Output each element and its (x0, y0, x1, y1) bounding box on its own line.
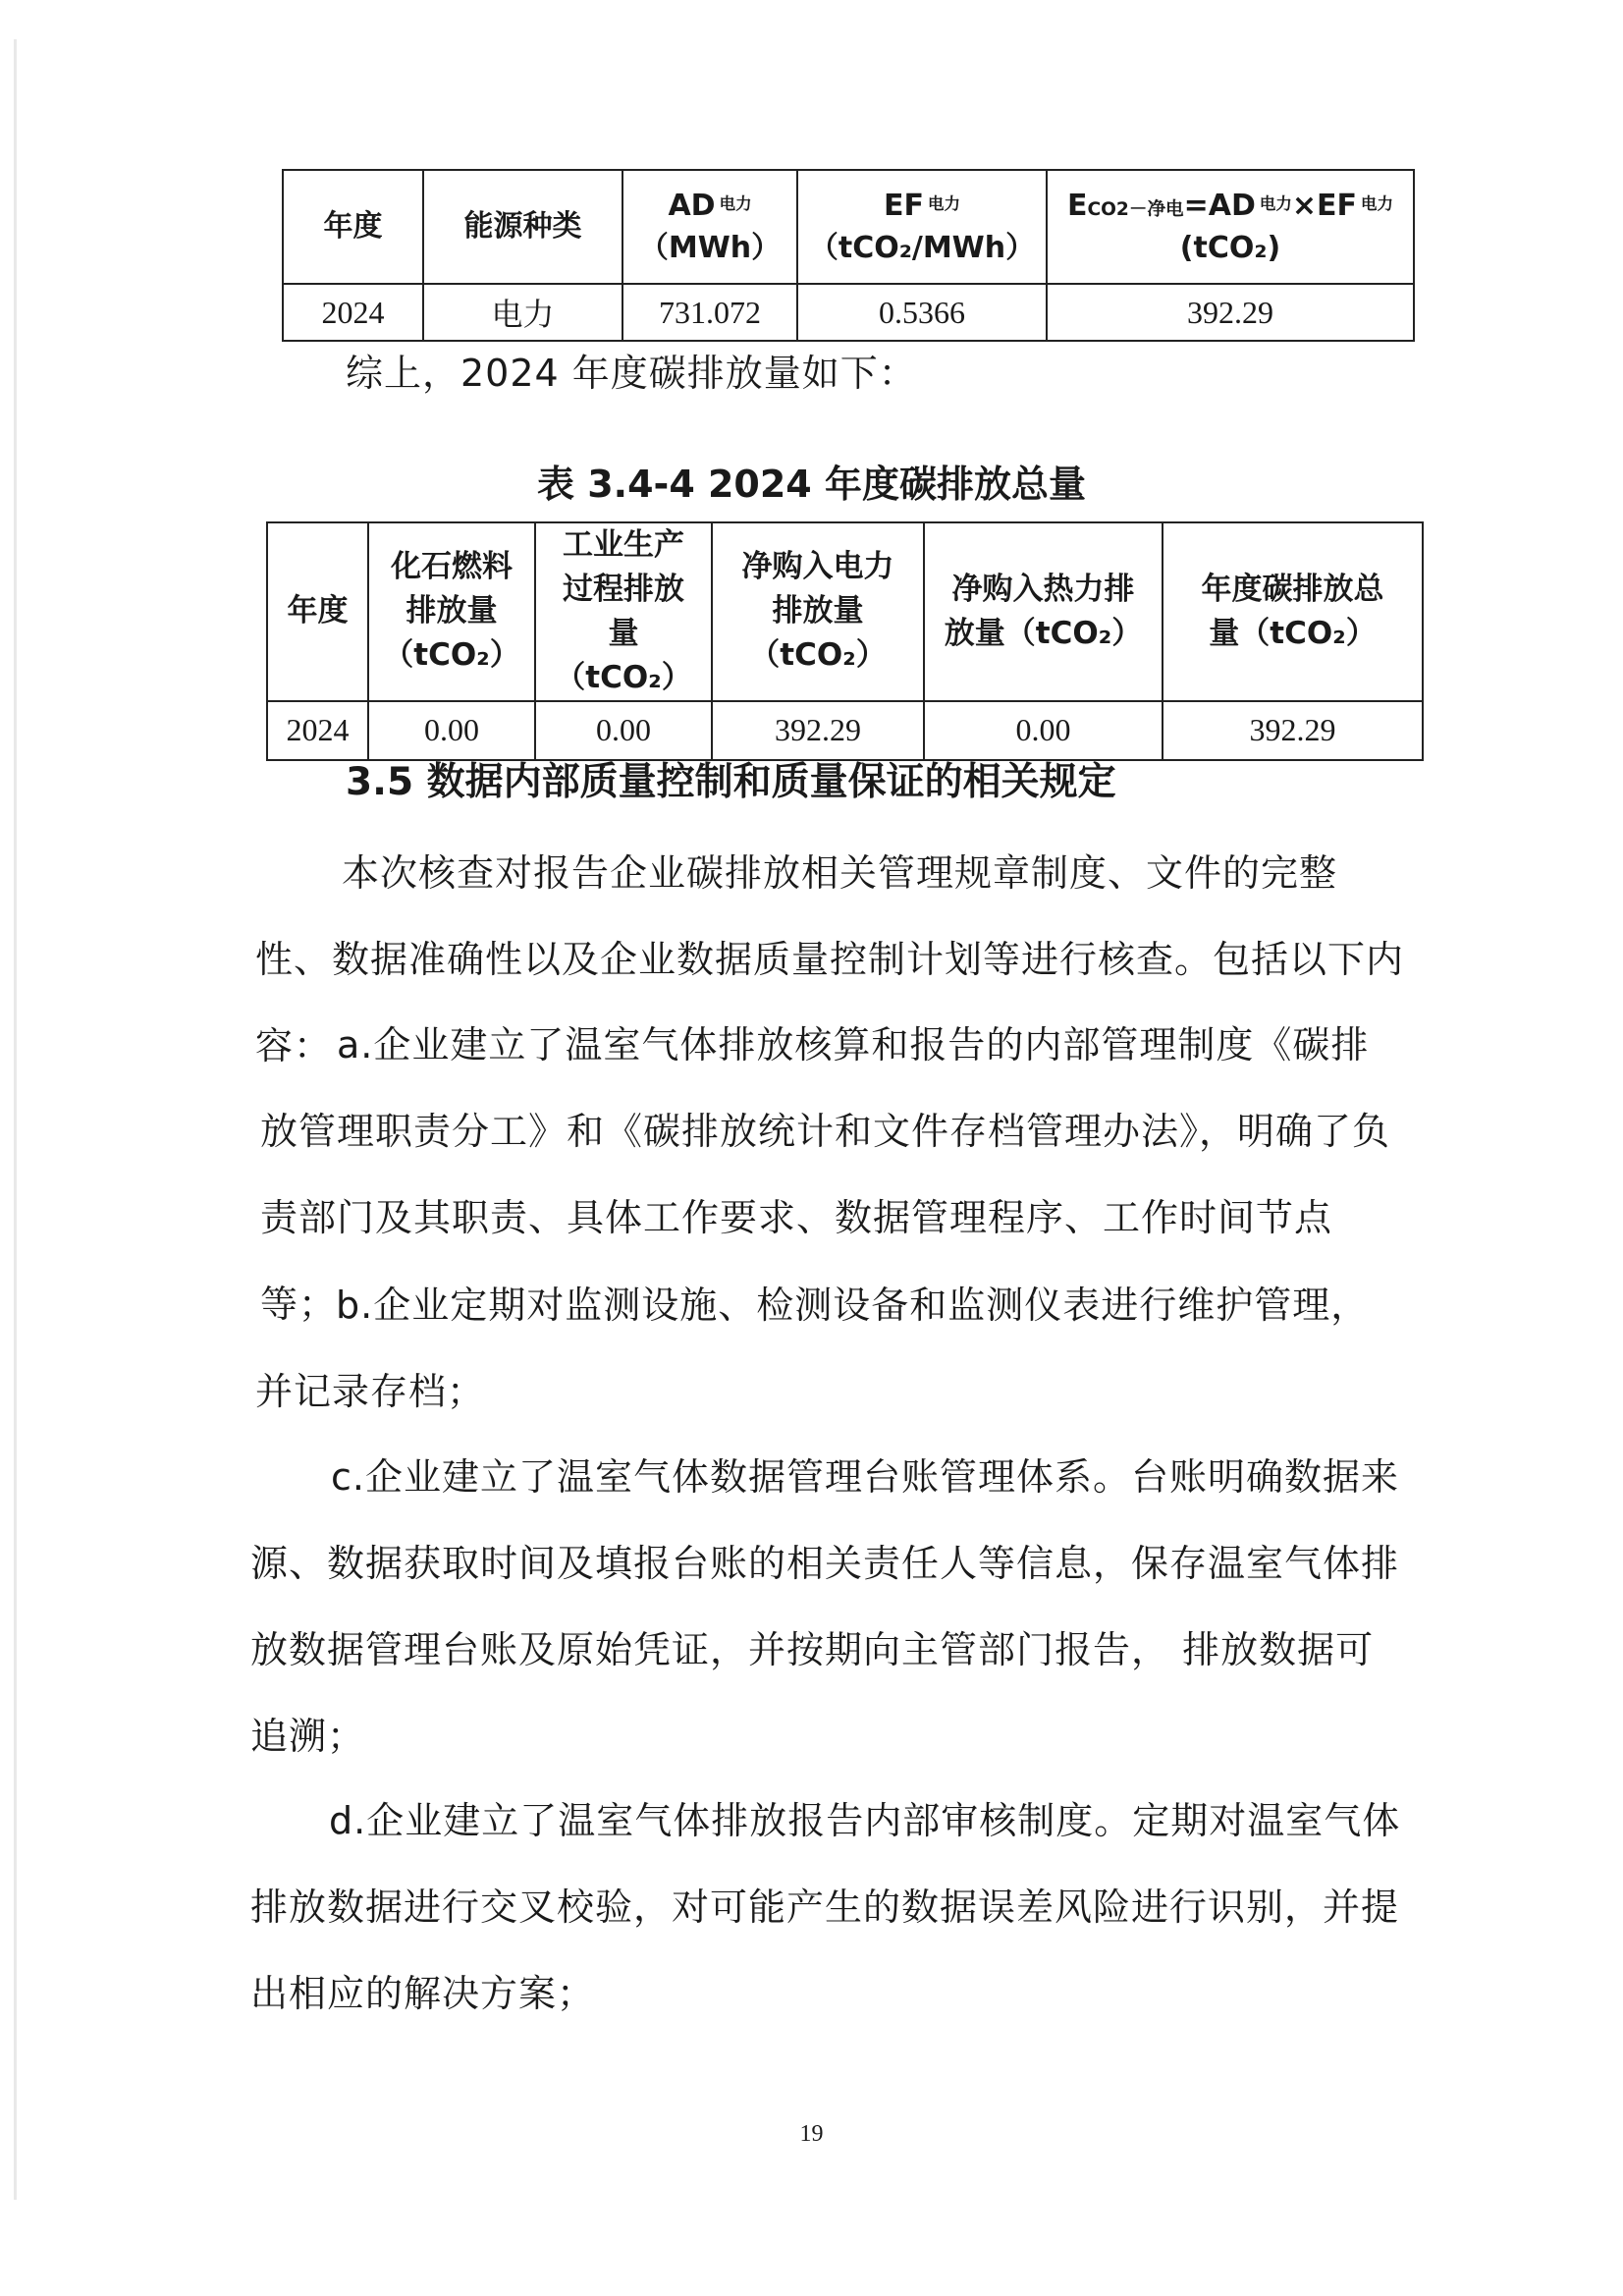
cell-industrial: 0.00 (535, 701, 712, 760)
cell-fossil: 0.00 (368, 701, 535, 760)
formula-ef-sub: 电力 (1361, 193, 1394, 213)
header-ef (797, 170, 1047, 284)
item-c-paragraph: c.企业建立了温室气体数据管理台账管理体系。台账明确数据来源、数据获取时间及填报台账的相关责任人等信息，保存温室气体排放数据管理台账及原始凭证，并按期向主管部门报告， 排放数据可追溯； (250, 1455, 1400, 1758)
item-b-paragraph: b.企业定期对监测设施、检测设备和监测仪表进行维护管理，并记录存档； (255, 1284, 1370, 1413)
header-industrial: 工业生产过程排放量（tCO₂） (535, 522, 712, 701)
formula-eq-ad: =AD (1183, 188, 1256, 223)
formula-e: E (1066, 188, 1088, 223)
table-header-row (267, 522, 1423, 701)
cell-electricity: 392.29 (712, 701, 924, 760)
cell-emission: 392.29 (1047, 284, 1414, 341)
cell-year: 2024 (283, 284, 423, 341)
cell-ad: 731.072 (622, 284, 797, 341)
header-ef-unit: （tCO₂/MWh） (808, 231, 1036, 265)
header-electricity: 净购入电力排放量（tCO₂） (712, 522, 924, 701)
header-fossil: 化石燃料排放量（tCO₂） (368, 522, 535, 701)
intro-paragraph: 本次核查对报告企业碳排放相关管理规章制度、文件的完整性、数据准确性以及企业数据质量控制计划等进行核查。包括以下内容： (255, 851, 1405, 1067)
cell-energy-type: 电力 (423, 284, 622, 341)
cell-heat: 0.00 (924, 701, 1163, 760)
total-emission-table (266, 521, 1424, 761)
cell-total: 392.29 (1163, 701, 1423, 760)
formula-e-sub: CO2－净电 (1087, 198, 1184, 220)
electricity-emission-table (282, 169, 1415, 342)
header-year: 年度 (267, 522, 368, 701)
summary-line: 综上，2024 年度碳排放量如下： (346, 352, 917, 395)
cell-year: 2024 (267, 701, 368, 760)
item-d-paragraph: d.企业建立了温室气体排放报告内部审核制度。定期对温室气体排放数据进行交叉校验，对可能产生的数据误差风险进行识别，并提出相应的解决方案； (250, 1799, 1401, 2015)
table2-caption: 表 3.4-4 2024 年度碳排放总量 (537, 463, 1086, 506)
formula-times-ef: ×EF (1291, 188, 1358, 223)
header-emission-unit: (tCO₂) (1179, 231, 1281, 265)
scan-edge-line (14, 39, 17, 2200)
cell-ef: 0.5366 (797, 284, 1047, 341)
header-year: 年度 (283, 170, 423, 284)
section-heading: 3.5 数据内部质量控制和质量保证的相关规定 (346, 760, 1116, 804)
header-ad-unit: （MWh） (638, 231, 782, 265)
header-emission-formula (1047, 170, 1414, 284)
table-row (283, 284, 1414, 341)
header-ad-main: AD (668, 188, 716, 223)
page-number: 19 (799, 2121, 824, 2147)
header-ef-main: EF (884, 188, 924, 223)
table-header-row (283, 170, 1414, 284)
header-total: 年度碳排放总量（tCO₂） (1163, 522, 1423, 701)
header-heat: 净购入热力排放量（tCO₂） (924, 522, 1163, 701)
header-ad-sub: 电力 (719, 193, 752, 213)
header-ad (622, 170, 797, 284)
formula-ad-sub: 电力 (1259, 193, 1292, 213)
item-a-paragraph: a.企业建立了温室气体排放核算和报告的内部管理制度《碳排放管理职责分工》和《碳排放统计和文件存档管理办法》，明确了负责部门及其职责、具体工作要求、数据管理程序、工作时间节点等； (260, 1023, 1391, 1326)
header-energy-type: 能源种类 (423, 170, 622, 284)
header-ef-sub: 电力 (928, 193, 960, 213)
